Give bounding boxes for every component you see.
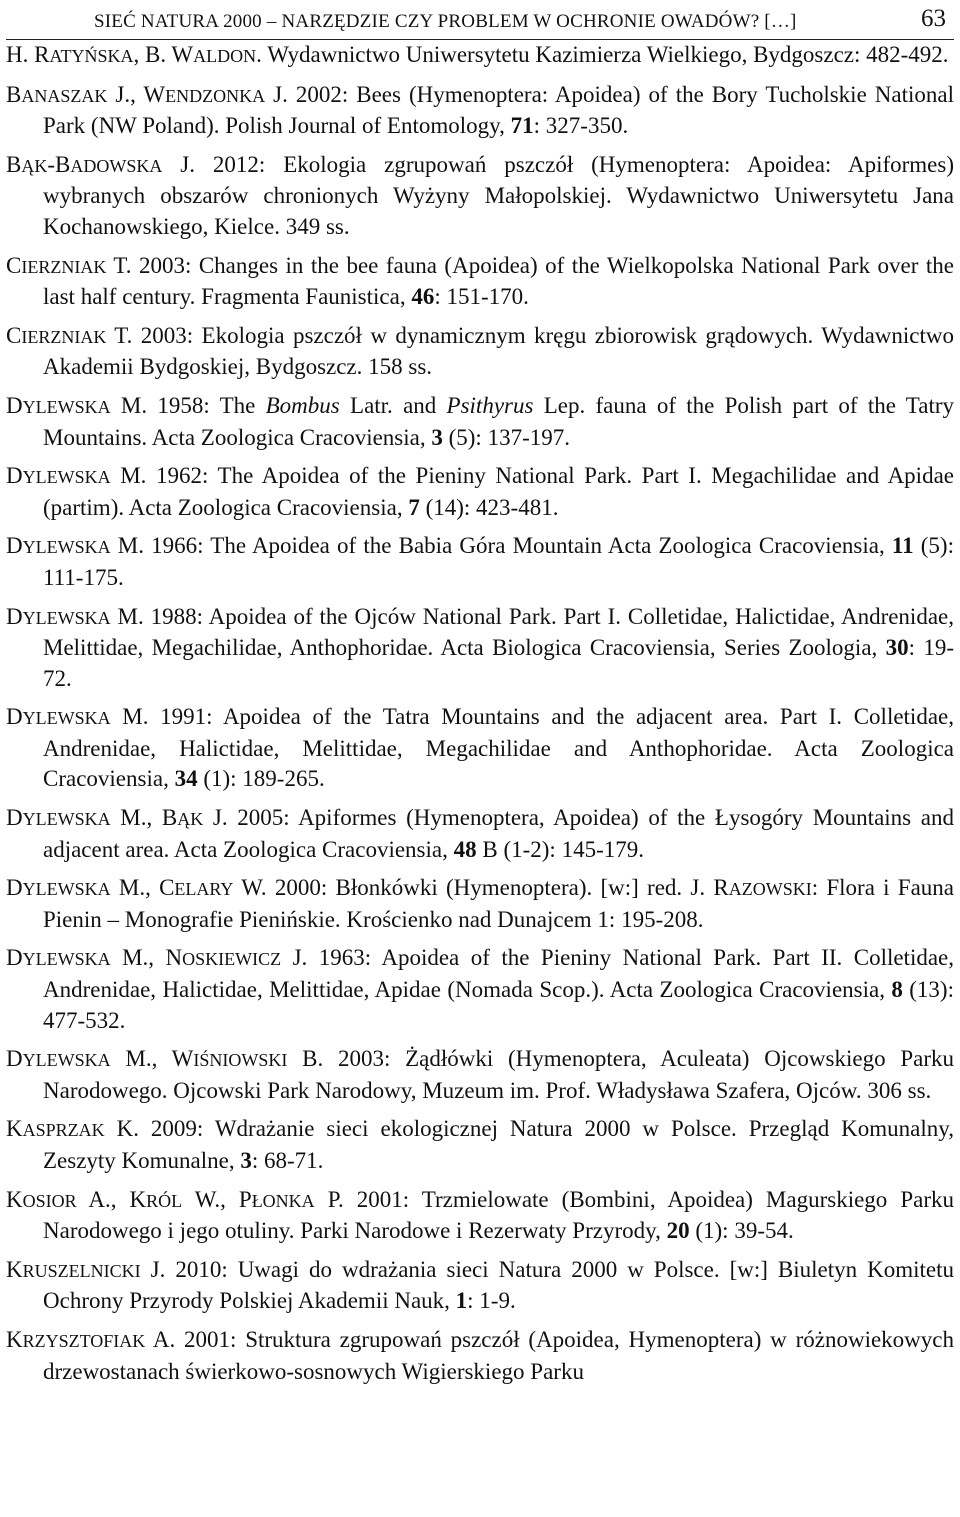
reference-entry	[6, 1255, 954, 1317]
author-name: CIERZNIAK	[6, 322, 107, 348]
reference-text: : 1-9.	[467, 1288, 516, 1314]
author-name: NOSKIEWICZ	[165, 945, 282, 971]
author-name: KRZYSZTOFIAK	[6, 1326, 146, 1352]
author-name: BĄK-BADOWSKA	[6, 151, 163, 177]
reference-text: M.,	[110, 945, 166, 971]
reference-entry	[6, 1044, 954, 1106]
reference-text: M. 1988: Apoidea of the Ojców National Park. Part I. Colletidae, Halictidae, Andrenidae, Melittidae, Megachilidae, Anthophoridae. Acta Biologica Cracoviensia, Series Zoologia,	[43, 603, 954, 661]
reference-entry	[6, 150, 954, 243]
reference-text: (5): 111-175.	[43, 533, 954, 590]
reference-entry	[6, 461, 954, 523]
reference-text: K. 2009: Wdrażanie sieci ekologicznej Natura 2000 w Polsce. Przegląd Komunalny, Zeszyty Komunalne,	[43, 1116, 954, 1173]
running-title: SIEĆ NATURA 2000 – NARZĘDZIE CZY PROBLEM W OCHRONIE OWADÓW? […]	[94, 11, 797, 32]
reference-text: M. 1991: Apoidea of the Tatra Mountains and the adjacent area. Part I. Colletidae, Andrenidae, Halictidae, Melittidae, Megachilidae and Anthophoridae. Acta Zoologica Cracoviensia,	[43, 704, 954, 792]
reference-text: T. 2003: Changes in the bee fauna (Apoidea) of the Wielkopolska National Park over the last half century. Fragmenta Faunistica,	[43, 252, 954, 310]
reference-text: B. 2003: Żądłówki (Hymenoptera, Aculeata) Ojcowskiego Parku Narodowego. Ojcowski Park Narodowy, Muzeum im. Prof. Władysława Szafera, Ojców. 306 ss.	[43, 1046, 954, 1103]
author-name: RAZOWSKI	[713, 875, 812, 901]
author-name: KRUSZELNICKI	[6, 1256, 141, 1282]
author-name: BĄK	[161, 805, 204, 831]
reference-text: Lep. fauna of the Polish part of the Tatry Mountains. Acta Zoologica Cracoviensia,	[43, 392, 954, 450]
author-name: BANASZAK	[6, 81, 108, 107]
reference-entry	[6, 40, 954, 72]
author-name: WENDZONKA	[143, 81, 266, 107]
taxon-name: Bombus	[265, 392, 340, 418]
author-name: DYLEWSKA	[6, 805, 111, 831]
reference-entry	[6, 602, 954, 695]
reference-text: . Wydawnictwo Uniwersytetu Kazimierza Wielkiego, Bydgoszcz: 482-492.	[256, 42, 949, 67]
volume-number: 1	[455, 1288, 468, 1314]
reference-text: J. 2010: Uwagi do wdrażania sieci Natura 2000 w Polsce. [w:] Biuletyn Komitetu Ochrony Przyrody Polskiej Akademii Nauk,	[43, 1256, 954, 1314]
author-name: DYLEWSKA	[6, 945, 111, 971]
reference-text: : 151-170.	[434, 284, 529, 310]
reference-entry	[6, 803, 954, 865]
reference-text: M. 1962: The Apoidea of the Pieniny National Park. Part I. Megachilidae and Apidae (partim). Acta Zoologica Cracoviensia,	[43, 463, 954, 520]
author-name: PŁONKA	[238, 1186, 315, 1212]
reference-text: : 19-72.	[43, 635, 954, 691]
reference-entry	[6, 80, 954, 142]
volume-number: 71	[510, 113, 534, 139]
reference-text: J. 2005: Apiformes (Hymenoptera, Apoidea) of the Łysogóry Mountains and adjacent area. Acta Zoologica Cracoviensia,	[43, 805, 954, 862]
page-number: 63	[921, 5, 946, 32]
reference-text: M.,	[110, 1046, 172, 1072]
volume-number: 3	[240, 1148, 252, 1173]
reference-text: M.,	[110, 805, 162, 831]
volume-number: 8	[891, 977, 903, 1003]
author-name: KOSIOR	[6, 1186, 77, 1212]
reference-entry	[6, 531, 954, 593]
author-name: KASPRZAK	[6, 1116, 105, 1142]
reference-text: A. 2001: Struktura zgrupowań pszczół (Apoidea, Hymenoptera) w różnowiekowych drzewostanach świerkowo-sosnowych Wigierskiego Parku	[43, 1326, 954, 1384]
reference-text: (14): 423-481.	[419, 494, 559, 520]
reference-text: M. 1958: The	[110, 392, 266, 418]
reference-text: J. 2012: Ekologia zgrupowań pszczół (Hymenoptera: Apoidea: Apiformes) wybranych obszarów chronionych Wyżyny Małopolskiej. Wydawnictwo Uniwersytetu Jana Kochanowskiego, Kielce. 349 ss.	[43, 151, 954, 239]
author-name: RATYŃSKA	[34, 42, 134, 67]
author-name: DYLEWSKA	[6, 533, 111, 559]
reference-text: W. 2000: Błonkówki (Hymenoptera). [w:] red. J.	[233, 875, 714, 901]
volume-number: 46	[411, 284, 435, 310]
reference-text: T. 2003: Ekologia pszczół w dynamicznym kręgu zbiorowisk grądowych. Wydawnictwo Akademii Bydgoskiej, Bydgoszcz. 158 ss.	[43, 322, 954, 380]
reference-text: J.,	[107, 81, 144, 107]
reference-text: (13): 477-532.	[43, 977, 954, 1033]
reference-text: W.,	[182, 1186, 239, 1212]
volume-number: 34	[174, 766, 198, 792]
reference-entry	[6, 1325, 954, 1387]
reference-text: H.	[6, 42, 35, 67]
reference-text: J. 2002: Bees (Hymenoptera: Apoidea) of the Bory Tucholskie National Park (NW Poland). Polish Journal of Entomology,	[43, 81, 954, 139]
author-name: DYLEWSKA	[6, 463, 111, 489]
reference-text: B (1-2): 145-179.	[476, 836, 644, 862]
author-name: DYLEWSKA	[6, 603, 111, 629]
reference-entry	[6, 1185, 954, 1247]
volume-number: 20	[666, 1218, 690, 1244]
reference-entry	[6, 873, 954, 935]
author-name: KRÓL	[129, 1186, 183, 1212]
reference-text: Latr. and	[339, 392, 447, 418]
volume-number: 11	[891, 533, 914, 559]
reference-text: : 68-71.	[251, 1148, 324, 1173]
author-name: DYLEWSKA	[6, 392, 111, 418]
author-name: DYLEWSKA	[6, 704, 111, 730]
reference-text: P. 2001: Trzmielowate (Bombini, Apoidea) Magurskiego Parku Narodowego i jego otuliny. Parki Narodowe i Rezerwaty Przyrody,	[43, 1186, 954, 1244]
author-name: DYLEWSKA	[6, 875, 111, 901]
reference-text: M. 1966: The Apoidea of the Babia Góra Mountain Acta Zoologica Cracoviensia,	[110, 533, 892, 559]
reference-text: : 327-350.	[533, 113, 629, 139]
reference-text: J. 1963: Apoidea of the Pieniny National Park. Part II. Colletidae, Andrenidae, Halictidae, Melittidae, Apidae (Nomada Scop.). Acta Zoologica Cracoviensia,	[43, 945, 955, 1003]
volume-number: 48	[453, 836, 477, 862]
reference-entry	[6, 251, 954, 313]
author-name: DYLEWSKA	[6, 1046, 111, 1072]
reference-entry	[6, 321, 954, 383]
reference-entry	[6, 1114, 954, 1176]
author-name: WALDON	[171, 42, 257, 67]
reference-text: (1): 189-265.	[197, 766, 325, 792]
taxon-name: Psithyrus	[446, 392, 534, 418]
reference-text: A.,	[76, 1186, 130, 1212]
author-name: WIŚNIOWSKI	[171, 1046, 288, 1072]
author-name: CIERZNIAK	[6, 252, 107, 278]
author-name: CELARY	[159, 875, 234, 901]
reference-text: , B.	[133, 42, 172, 67]
reference-text: (5): 137-197.	[442, 424, 570, 450]
reference-text: (1): 39-54.	[689, 1218, 794, 1244]
reference-entry	[6, 943, 954, 1036]
reference-list	[6, 40, 954, 1387]
volume-number: 30	[885, 635, 909, 661]
running-header	[6, 0, 954, 40]
volume-number: 3	[431, 424, 443, 450]
volume-number: 7	[408, 494, 420, 520]
reference-text: : Flora i Fauna Pienin – Monografie Pienińskie. Krościenko nad Dunajcem 1: 195-208.	[43, 875, 955, 932]
reference-entry	[6, 702, 954, 795]
reference-text: M.,	[110, 875, 160, 901]
reference-entry	[6, 391, 954, 453]
